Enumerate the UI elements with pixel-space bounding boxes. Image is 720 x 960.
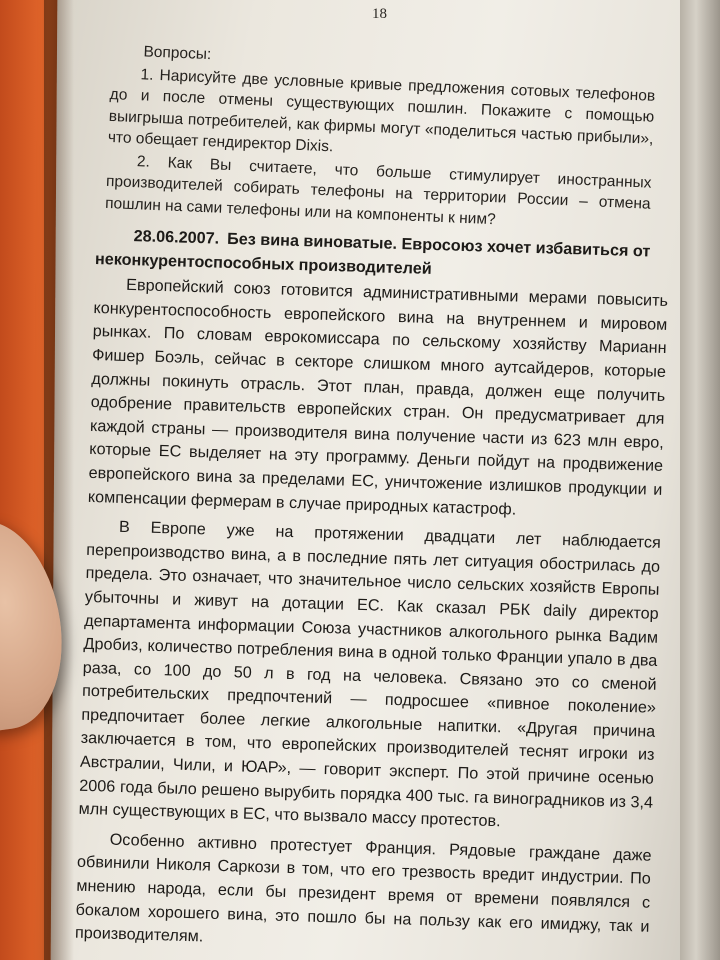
article-paragraph: Особенно активно протестует Франция. Рядовые граждане даже обвинили Николя Саркози в том, что его трезвость вредит индустрии. По мнению народа, если бы президент время от времени появлялся с бокалом хорошего вина, это пошло бы на пользу как его имиджу, так и производителям.: [74, 830, 652, 946]
question-item: 1. Нарисуйте две условные кривые предложения сотовых телефонов до и после отмены существующих пошлин. Покажите с помощью выигрыша потребителей, как фирмы могут «поделиться частью прибыли», что обещает гендиректор Dixis.: [107, 65, 656, 156]
page-number: 18: [372, 6, 387, 22]
article-title: Без вина виноватые. Евросоюз хочет избавиться от неконкурентоспособных производителей: [94, 229, 651, 278]
page-gutter-shadow: [44, 0, 74, 960]
article-paragraph: Европейский союз готовится административными мерами повысить конкурентоспособность европейского вина на внутреннем и мировом рынках. По словам еврокомиссара по сельскому хозяйству Марианн Фишер Боэль, сейчас в секторе слишком много аутсайдеров, которые должны покинуть отрасль. Этот план, правда, должен еще получить одобрение правительств европейских стран. Он предусматривает для каждой страны — производителя вина получение части из 623 млн евро, которые ЕС выделяет на эту программу. Деньги пойдут на продвижение европейского вина за пределами ЕС, уничтожение излишков продукции и компенсации фермерам в случае природных катастроф.: [87, 276, 669, 519]
article: [74, 224, 669, 960]
article-date: 28.06.2007.: [133, 227, 220, 248]
next-pages-edge: [680, 0, 720, 960]
question-item: 2. Как Вы считаете, что больше стимулирует иностранных производителей собирать телефоны на территории России – отмена пошлин на сами телефоны или на компоненты к ним?: [104, 152, 652, 228]
article-paragraph: В Европе уже на протяжении двадцати лет наблюдается перепроизводство вина, а в последние пять лет ситуация обострилась до предела. Это означает, что значительное число сельских хозяйств Европы убыточны и живут на дотации ЕС. Как сказал РБК daily директор департамента информации Союза участников алкогольного рынка Вадим Дробиз, количество потребления вина в одной только Франции упало в два раза, со 100 до 50 л в год на человека. Связано это со сменой потребительских предпочтений — подросшее «пивное поколение» предпочитает более легкие алкогольные напитки. «Другая причина заключается в том, что европейских производителей теснят игроки из Австралии, Чили, и ЮАР», — говорит эксперт. По этой причине осенью 2006 года было решено вырубить порядка 400 тыс. га виноградников из 3,4 млн существующих в ЕС, что вызвало массу протестов.: [78, 517, 662, 831]
questions-section: [105, 40, 657, 237]
questions-title: Вопросы:: [143, 43, 212, 64]
